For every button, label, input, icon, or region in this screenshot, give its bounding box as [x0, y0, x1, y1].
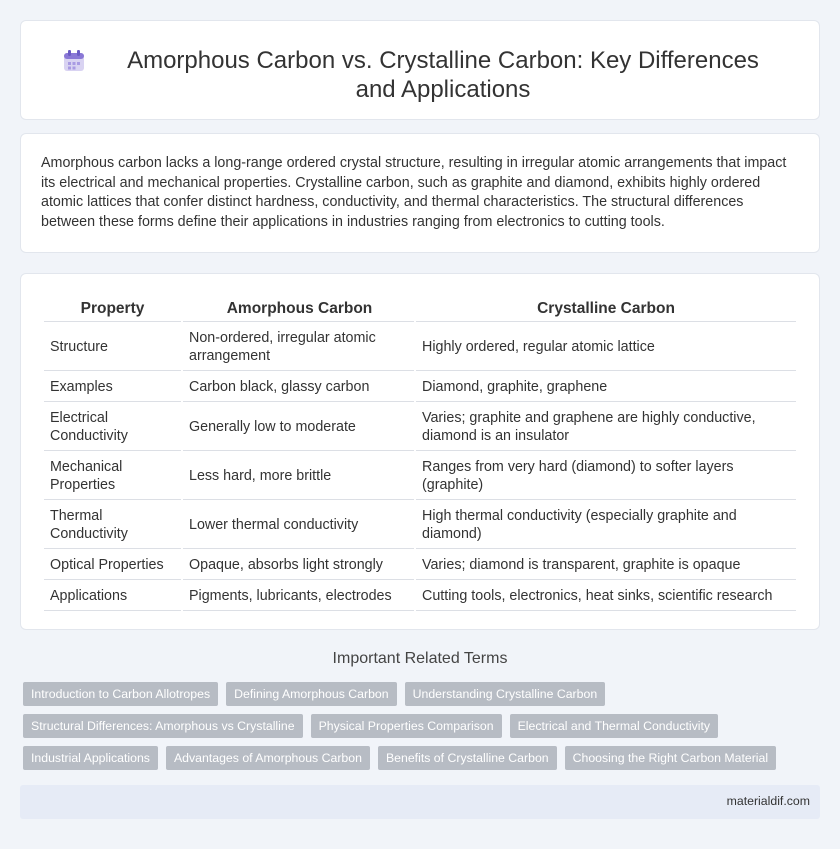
table-cell: Applications: [44, 582, 181, 611]
table-header-row: [44, 296, 796, 322]
related-terms-row: [23, 746, 823, 770]
table-cell: Cutting tools, electronics, heat sinks, scientific research: [416, 582, 796, 611]
table-row: [44, 404, 796, 451]
intro-card: [20, 133, 820, 253]
related-term-tag[interactable]: Understanding Crystalline Carbon: [405, 682, 606, 706]
table-cell: Optical Properties: [44, 551, 181, 580]
related-term-tag[interactable]: Physical Properties Comparison: [311, 714, 502, 738]
intro-paragraph: Amorphous carbon lacks a long-range ordered crystal structure, resulting in irregular atomic arrangements that impact its electrical and mechanical properties. Crystalline carbon, such as graphite and diamond, exhibits highly ordered atomic lattices that confer distinct hardness, conductivity, and thermal characteristics. The structural differences between these forms define their applications in industries ranging from electronics to cutting tools.: [41, 155, 787, 230]
comparison-table: [42, 294, 798, 613]
table-cell: Ranges from very hard (diamond) to softer layers (graphite): [416, 453, 796, 500]
related-term-tag[interactable]: Industrial Applications: [23, 746, 158, 770]
table-cell: Examples: [44, 373, 181, 402]
table-row: [44, 502, 796, 549]
table-cell: Varies; diamond is transparent, graphite is opaque: [416, 551, 796, 580]
table-cell: Mechanical Properties: [44, 453, 181, 500]
related-term-tag[interactable]: Structural Differences: Amorphous vs Crystalline: [23, 714, 303, 738]
related-terms-row: [23, 682, 823, 706]
related-terms-title: Important Related Terms: [332, 650, 508, 667]
table-cell: Thermal Conductivity: [44, 502, 181, 549]
table-row: [44, 551, 796, 580]
table-cell: Varies; graphite and graphene are highly conductive, diamond is an insulator: [416, 404, 796, 451]
table-cell: High thermal conductivity (especially graphite and diamond): [416, 502, 796, 549]
table-cell: Lower thermal conductivity: [183, 502, 414, 549]
footer: [20, 785, 820, 819]
comparison-table-card: [20, 273, 820, 630]
table-cell: Structure: [44, 324, 181, 371]
table-cell: Less hard, more brittle: [183, 453, 414, 500]
header-amorphous: Amorphous Carbon: [183, 296, 414, 322]
related-term-tag[interactable]: Benefits of Crystalline Carbon: [378, 746, 557, 770]
related-terms-row: [23, 714, 823, 738]
related-term-tag[interactable]: Electrical and Thermal Conductivity: [510, 714, 719, 738]
table-cell: Non-ordered, irregular atomic arrangement: [183, 324, 414, 371]
related-terms-list: [23, 682, 823, 778]
header-card: [20, 20, 820, 120]
related-term-tag[interactable]: Choosing the Right Carbon Material: [565, 746, 777, 770]
table-cell: Opaque, absorbs light strongly: [183, 551, 414, 580]
footer-site-link[interactable]: materialdif.com: [726, 794, 810, 808]
table-cell: Electrical Conductivity: [44, 404, 181, 451]
header-crystalline: Crystalline Carbon: [416, 296, 796, 322]
table-cell: Generally low to moderate: [183, 404, 414, 451]
page-title: Amorphous Carbon vs. Crystalline Carbon: Key Differences and Applications: [127, 47, 759, 103]
related-term-tag[interactable]: Advantages of Amorphous Carbon: [166, 746, 370, 770]
table-cell: Highly ordered, regular atomic lattice: [416, 324, 796, 371]
header-property: Property: [44, 296, 181, 322]
table-cell: Carbon black, glassy carbon: [183, 373, 414, 402]
calendar-icon: [61, 48, 87, 74]
table-row: [44, 373, 796, 402]
table-row: [44, 324, 796, 371]
table-cell: Diamond, graphite, graphene: [416, 373, 796, 402]
table-cell: Pigments, lubricants, electrodes: [183, 582, 414, 611]
related-term-tag[interactable]: Introduction to Carbon Allotropes: [23, 682, 218, 706]
related-term-tag[interactable]: Defining Amorphous Carbon: [226, 682, 397, 706]
table-row: [44, 582, 796, 611]
table-row: [44, 453, 796, 500]
